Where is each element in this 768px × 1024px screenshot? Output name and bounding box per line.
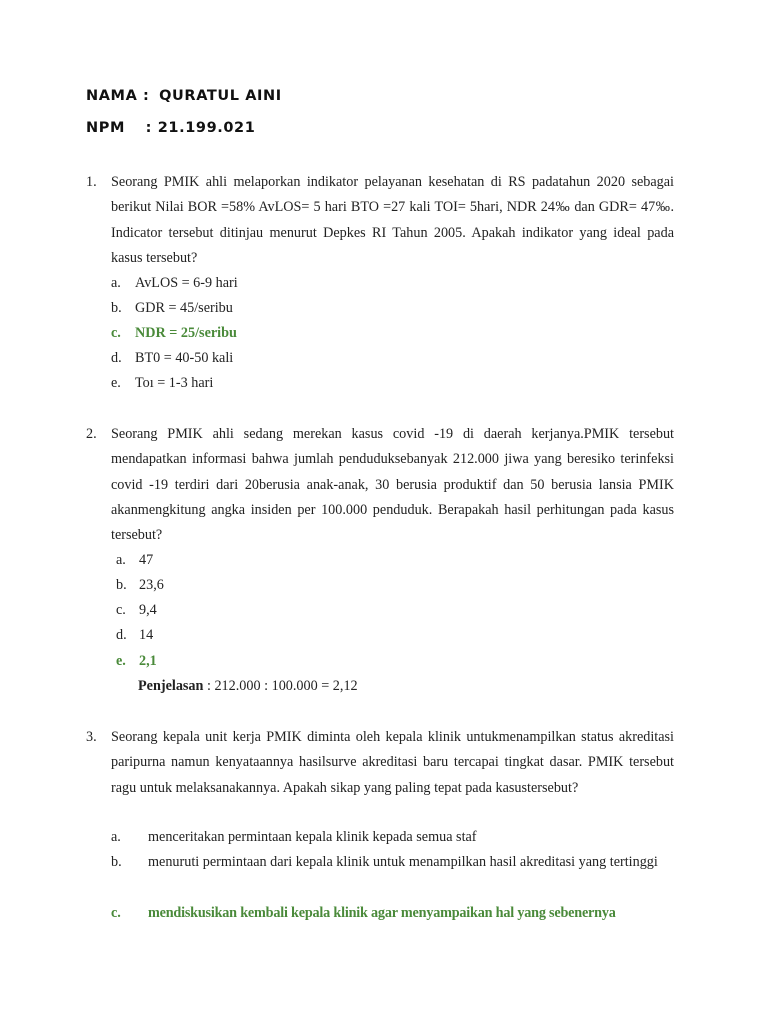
option-3a [111,825,699,850]
option-letter: d. [111,350,122,366]
option-letter: a. [111,275,121,291]
option-letter: e. [116,653,126,669]
option-text: menceritakan permintaan kepala klinik kepada semua staf [148,829,477,845]
question-number: 1. [86,174,97,190]
option-text: AvLOS = 6-9 hari [135,275,238,291]
option-text: menuruti permintaan dari kepala klinik untuk menampilkan hasil akreditasi yang tertinggi [148,854,658,870]
option-text: Toı = 1-3 hari [135,375,214,391]
option-text: 9,4 [139,602,157,618]
option-text: BT0 = 40-50 kali [135,350,234,366]
question-1 [86,170,674,271]
option-text: NDR = 25/seribu [135,325,237,341]
name-label: NAMA : [86,88,150,104]
option-text: 14 [139,627,154,643]
question-text: Seorang kepala unit kerja PMIK diminta oleh kepala klinik untukmenampilkan status akreditasi paripurna namun kenyataannya hasilsurve akreditasi baru tercapai tingkat dasar. PMIK tersebut ragu untuk melaksanakannya. Apakah sikap yang paling tepat pada kasustersebut? [111,729,674,796]
student-npm-line [86,120,255,136]
option-letter: c. [116,602,126,618]
option-letter: b. [111,300,122,316]
question-text: Seorang PMIK ahli sedang merekan kasus covid -19 di daerah kerjanya.PMIK tersebut mendapatkan informasi bahwa jumlah penduduksebanyak 212.000 jiwa yang beresiko terinfeksi covid -19 terdiri dari 20berusia anak-anak, 30 berusia produktif dan 50 berusia lansia PMIK akanmengkitung angka insiden per 100.000 penduduk. Berapakah hasil perhitungan pada kasus tersebut? [111,426,674,544]
option-letter: d. [116,627,127,643]
explanation-text: : 212.000 : 100.000 = 2,12 [203,678,358,694]
option-text: mendiskusikan kembali kepala klinik agar menyampaikan hal yang sebenernya [148,905,616,921]
option-letter: c. [111,905,121,921]
option-text: GDR = 45/seribu [135,300,233,316]
npm-label: NPM [86,120,125,136]
question-number: 2. [86,426,97,442]
student-name-line [86,88,282,104]
question-3 [86,725,674,801]
question-text: Seorang PMIK ahli melaporkan indikator pelayanan kesehatan di RS padatahun 2020 sebagai berikut Nilai BOR =58% AvLOS= 5 hari BTO =27 kali TOI= 5hari, NDR 24‰ dan GDR= 47‰. Indicator tersebut ditinjau menurut Depkes RI Tahun 2005. Apakah indikator yang ideal pada kasus tersebut? [111,174,674,266]
option-letter: b. [111,854,122,870]
option-3c-correct-answer [111,901,699,926]
option-letter: a. [111,829,121,845]
option-text: 23,6 [139,577,164,593]
option-letter: c. [111,325,121,341]
option-letter: a. [116,552,126,568]
explanation [138,674,358,699]
student-name: QURATUL AINI [159,88,282,104]
option-letter: b. [116,577,127,593]
option-3b [111,850,699,900]
option-text: 2,1 [139,653,157,669]
question-2 [86,422,674,548]
option-text: 47 [139,552,154,568]
explanation-label: Penjelasan [138,678,204,694]
option-letter: e. [111,375,121,391]
question-number: 3. [86,729,97,745]
student-npm: : 21.199.021 [145,120,256,136]
